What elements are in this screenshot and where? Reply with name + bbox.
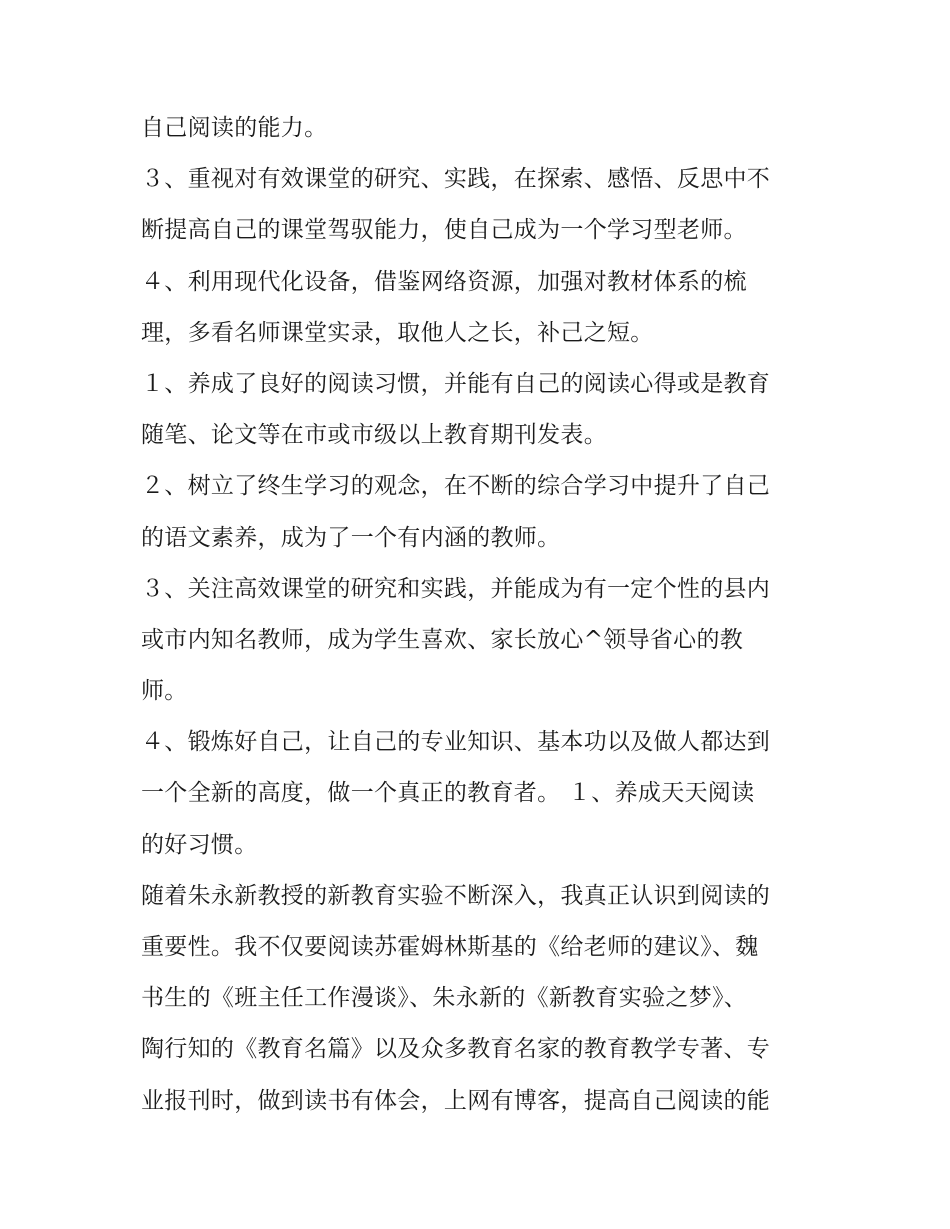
text-line: 陶行知的《教育名篇》以及众多教育名家的教育教学专著、专 xyxy=(141,1036,771,1063)
text-line: 或市内知名教师，成为学生喜欢、家长放心^领导省心的教 xyxy=(141,626,744,653)
text-line: ４、锻炼好自己，让自己的专业知识、基本功以及做人都达到 xyxy=(141,729,771,756)
document-body xyxy=(141,108,816,1132)
text-line: 业报刊时，做到读书有体会，上网有博客，提高自己阅读的能 xyxy=(141,1087,771,1114)
text-line: １、养成了良好的阅读习惯，并能有自己的阅读心得或是教育 xyxy=(141,370,771,397)
text-line: 书生的《班主任工作漫谈》、朱永新的《新教育实验之梦》、 xyxy=(141,985,748,1012)
text-line: 随着朱永新教授的新教育实验不断深入，我真正认识到阅读的 xyxy=(141,882,771,909)
text-line: 断提高自己的课堂驾驭能力，使自己成为一个学习型老师。 xyxy=(141,217,747,244)
text-line: ３、重视对有效课堂的研究、实践，在探索、感悟、反思中不 xyxy=(141,166,771,193)
text-line: ３、关注高效课堂的研究和实践，并能成为有一定个性的县内 xyxy=(141,575,771,602)
text-line: ２、树立了终生学习的观念，在不断的综合学习中提升了自己 xyxy=(141,473,771,500)
text-line: 重要性。我不仅要阅读苏霍姆林斯基的《给老师的建议》、魏 xyxy=(141,934,759,960)
text-line: 的好习惯。 xyxy=(141,831,258,858)
text-line: 一个全新的高度，做一个真正的教育者。 １、养成天天阅读 xyxy=(141,780,755,807)
text-line: 理，多看名师课堂实录，取他人之长，补己之短。 xyxy=(141,319,654,346)
text-line: 随笔、论文等在市或市级以上教育期刊发表。 xyxy=(141,422,607,449)
text-line: 自己阅读的能力。 xyxy=(141,115,328,141)
text-line: 的语文素养，成为了一个有内涵的教师。 xyxy=(141,524,561,551)
text-line: 师。 xyxy=(141,678,188,705)
text-line: ４、利用现代化设备，借鉴网络资源，加强对教材体系的梳 xyxy=(141,268,747,295)
